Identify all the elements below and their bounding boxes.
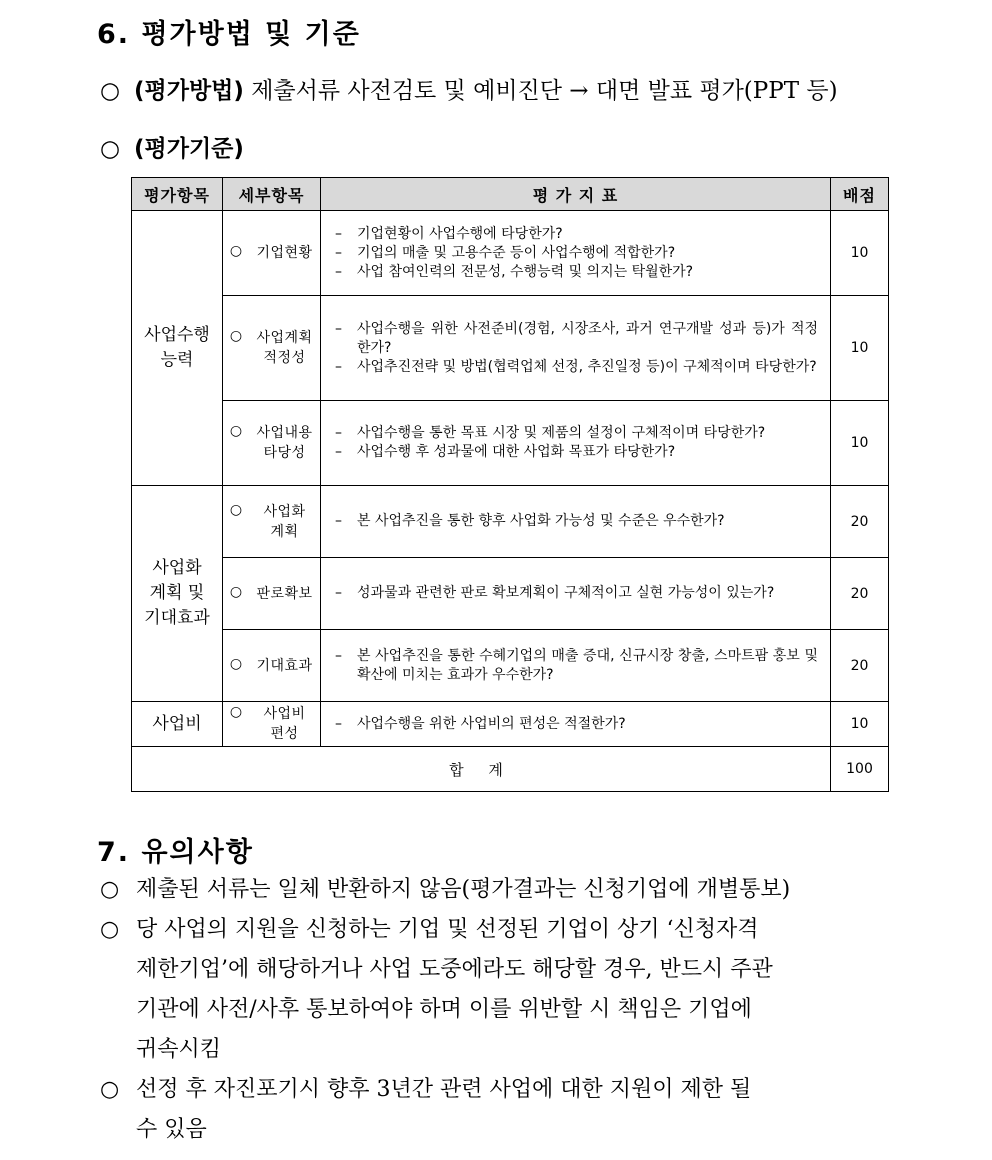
dash-marker: – <box>335 425 342 441</box>
evaluation-criteria-label: (평가기준) <box>134 136 244 162</box>
bullet-circle: ○ <box>100 877 120 902</box>
dash-marker: – <box>335 225 342 242</box>
header-category: 평가항목 <box>132 178 223 211</box>
note-text: 선정 후 자진포기시 향후 3년간 관련 사업에 대한 지원이 제한 될 <box>136 1077 752 1102</box>
evaluation-method-line <box>100 80 838 103</box>
dash-marker: – <box>335 513 342 529</box>
total-row <box>132 747 889 792</box>
indicator-text: 사업추진전략 및 방법(협력업체 선정, 추진일정 등)이 구체적이며 타당한가? <box>357 358 817 375</box>
bullet-circle: ○ <box>229 704 243 720</box>
indicator-cell <box>321 211 831 296</box>
bullet-circle: ○ <box>229 423 243 439</box>
indicator-cell <box>321 702 831 747</box>
score-cell: 10 <box>831 401 889 486</box>
table-row <box>132 558 889 630</box>
category-label: 사업수행 <box>144 325 210 345</box>
note-continuation: 기관에 사전/사후 통보하여야 하며 이를 위반할 시 책임은 기업에 <box>136 997 752 1022</box>
sub-item-label: 사업비 <box>263 706 306 722</box>
table-row <box>132 401 889 486</box>
indicator-text: 기업의 매출 및 고용수준 등이 사업수행에 적합한가? <box>357 244 676 261</box>
category-cell <box>132 702 223 747</box>
sub-item-cell <box>223 486 321 558</box>
dash-marker: – <box>335 647 342 664</box>
score-cell: 20 <box>831 558 889 630</box>
header-score: 배점 <box>831 178 889 211</box>
bullet-circle: ○ <box>229 501 243 518</box>
bullet-circle: ○ <box>229 243 243 259</box>
note-continuation: 수 있음 <box>136 1117 207 1142</box>
score-cell: 10 <box>831 296 889 401</box>
sub-item-label: 사업계획 <box>256 330 313 346</box>
score-cell: 10 <box>831 211 889 296</box>
note-text: 당 사업의 지원을 신청하는 기업 및 선정된 기업이 상기 ‘신청자격 <box>136 917 759 942</box>
score-cell: 10 <box>831 702 889 747</box>
indicator-text: 사업수행을 위한 사업비의 편성은 적절한가? <box>357 715 626 732</box>
sub-item-cell <box>223 630 321 702</box>
category-label: 계획 및 <box>149 583 205 603</box>
evaluation-criteria-line <box>100 138 244 161</box>
total-score: 100 <box>831 747 889 792</box>
header-indicator: 평 가 지 표 <box>321 178 831 211</box>
indicator-cell <box>321 558 831 630</box>
table-row <box>132 486 889 558</box>
category-cell <box>132 486 223 702</box>
note-text: 제출된 서류는 일체 반환하지 않음(평가결과는 신청기업에 개별통보) <box>136 877 791 902</box>
table-header-row <box>132 178 889 211</box>
sub-item-label: 편성 <box>270 726 299 742</box>
sub-item-label: 기업현황 <box>256 245 313 261</box>
category-label: 사업비 <box>152 713 202 734</box>
category-cell <box>132 211 223 486</box>
dash-marker: – <box>335 358 342 375</box>
sub-item-label: 기대효과 <box>256 657 313 674</box>
bullet-circle: ○ <box>100 917 120 942</box>
category-label: 기대효과 <box>144 608 210 628</box>
score-cell: 20 <box>831 630 889 702</box>
table-row <box>132 296 889 401</box>
header-sub-item: 세부항목 <box>223 178 321 211</box>
sub-item-cell <box>223 296 321 401</box>
bullet-circle: ○ <box>100 78 121 104</box>
indicator-text: 기업현황이 사업수행에 타당한가? <box>357 225 563 242</box>
table-row <box>132 211 889 296</box>
sub-item-label: 사업내용 <box>256 425 313 441</box>
dash-marker: – <box>335 585 342 601</box>
dash-marker: – <box>335 444 342 460</box>
sub-item-cell <box>223 702 321 747</box>
indicator-cell <box>321 630 831 702</box>
sub-item-label: 판로확보 <box>256 585 313 602</box>
total-label: 합 계 <box>132 747 831 792</box>
indicator-text: 본 사업추진을 통한 수혜기업의 매출 증대, 신규시장 창출, 스마트팜 홍보 및 확산에 미치는 효과가 우수한가? <box>357 647 818 683</box>
indicator-cell <box>321 296 831 401</box>
note-item <box>100 1070 900 1110</box>
section-6-title: 6. 평가방법 및 기준 <box>97 19 361 50</box>
evaluation-criteria-table <box>131 177 889 792</box>
evaluation-method-text: 제출서류 사전검토 및 예비진단 → 대면 발표 평가(PPT 등) <box>251 78 838 104</box>
note-item <box>100 910 900 950</box>
indicator-text: 사업수행을 통한 목표 시장 및 제품의 설정이 구체적이며 타당한가? <box>357 425 766 441</box>
bullet-circle: ○ <box>229 328 243 344</box>
note-continuation: 귀속시킴 <box>136 1037 222 1062</box>
indicator-text: 사업수행을 위한 사전준비(경험, 시장조사, 과거 연구개발 성과 등)가 적정한가? <box>357 320 818 356</box>
dash-marker: – <box>335 320 342 337</box>
dash-marker: – <box>335 715 342 732</box>
indicator-cell <box>321 401 831 486</box>
sub-item-label: 적정성 <box>263 350 306 366</box>
indicator-text: 성과물과 관련한 판로 확보계획이 구체적이고 실현 가능성이 있는가? <box>357 585 775 601</box>
score-cell: 20 <box>831 486 889 558</box>
table-row <box>132 702 889 747</box>
bullet-circle: ○ <box>100 136 121 162</box>
bullet-circle: ○ <box>229 583 243 600</box>
indicator-text: 사업수행 후 성과물에 대한 사업화 목표가 타당한가? <box>357 444 676 460</box>
indicator-cell <box>321 486 831 558</box>
note-continuation: 제한기업’에 해당하거나 사업 도중에라도 해당할 경우, 반드시 주관 <box>136 957 773 982</box>
sub-item-label: 타당성 <box>263 445 306 461</box>
category-label: 능력 <box>160 350 194 370</box>
indicator-text: 본 사업추진을 통한 향후 사업화 가능성 및 수준은 우수한가? <box>357 513 725 529</box>
indicator-text: 사업 참여인력의 전문성, 수행능력 및 의지는 탁월한가? <box>357 263 694 280</box>
sub-item-label: 계획 <box>270 523 299 540</box>
sub-item-label: 사업화 <box>263 503 306 520</box>
bullet-circle: ○ <box>229 655 243 672</box>
dash-marker: – <box>335 263 342 280</box>
category-label: 사업화 <box>152 558 202 578</box>
sub-item-cell <box>223 558 321 630</box>
table-row <box>132 630 889 702</box>
note-item <box>100 870 900 910</box>
evaluation-method-label: (평가방법) <box>134 78 244 104</box>
dash-marker: – <box>335 244 342 261</box>
section-7-title: 7. 유의사항 <box>97 837 254 868</box>
sub-item-cell <box>223 211 321 296</box>
sub-item-cell <box>223 401 321 486</box>
bullet-circle: ○ <box>100 1077 120 1102</box>
